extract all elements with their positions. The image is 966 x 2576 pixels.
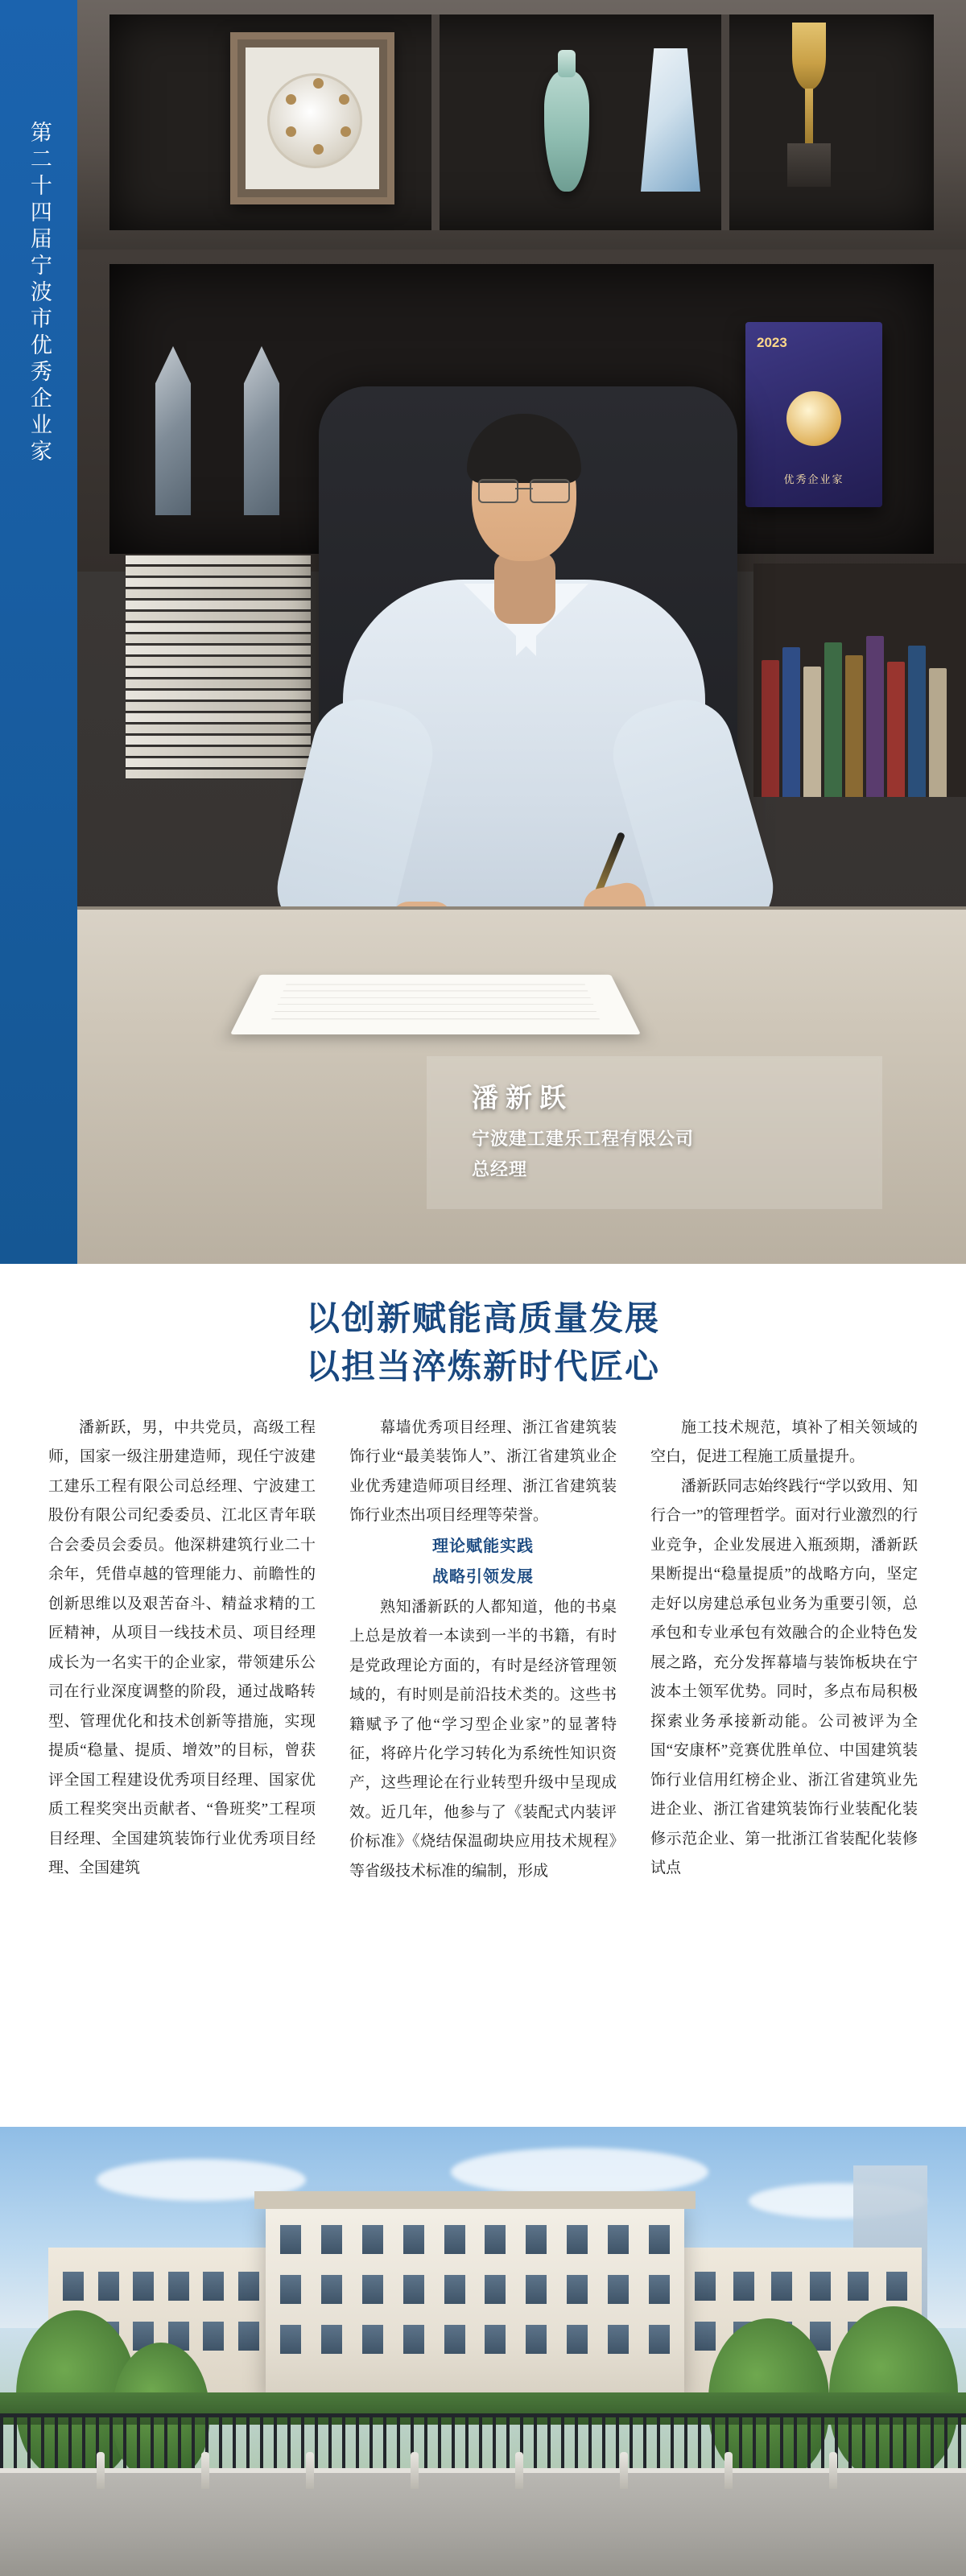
book-spine — [782, 647, 800, 797]
bollard — [411, 2452, 419, 2489]
window — [608, 2275, 629, 2304]
shelf-divider — [431, 14, 440, 230]
bollard — [515, 2452, 523, 2489]
upper-shelf-unit — [77, 0, 966, 258]
window-row — [280, 2225, 670, 2254]
portrait-subject — [343, 378, 705, 942]
window — [695, 2272, 716, 2301]
window — [608, 2225, 629, 2254]
cloud — [451, 2148, 708, 2196]
window — [362, 2275, 383, 2304]
document-sheet — [126, 623, 311, 632]
window — [848, 2272, 869, 2301]
headline-line-2: 以担当淬炼新时代匠心 — [305, 1347, 660, 1385]
window — [485, 2325, 506, 2354]
document-sheet — [126, 589, 311, 598]
plaque-caption: 优秀企业家 — [783, 473, 844, 485]
book-spine — [845, 655, 863, 797]
window — [526, 2325, 547, 2354]
award-plaque — [745, 322, 882, 507]
window — [567, 2325, 588, 2354]
main-building — [266, 2204, 684, 2396]
portrait-caption-panel — [427, 1056, 882, 1209]
window — [733, 2272, 754, 2301]
window — [203, 2272, 224, 2301]
plate-dot — [313, 144, 324, 155]
article-column-2 — [349, 1414, 617, 1886]
sidebar-banner — [0, 0, 77, 1264]
window — [133, 2272, 154, 2301]
paragraph: 潘新跃，男，中共党员，高级工程师，国家一级注册建造师，现任宁波建工建乐工程有限公司总经理、宁波建工股份有限公司纪委委员、江北区青年联合会委员会委员。他深耕建筑行业二十余年，凭借卓越的管理能力、前瞻性的创新思维以及艰苦奋斗、精益求精的工匠精神，从项目一线技术员、项目经理成长为一名实干的企业家，带领建乐公司在行业深度调整的阶段，通过战略转型、管理优化和技术创新等措施，实现提质“稳量、提质、增效”的目标，曾获评全国工程建设优秀项目经理、国家优质工程奖突出贡献者、“鲁班奖”工程项目经理、全国建筑装饰行业优秀项目经理、全国建筑 — [48, 1419, 316, 1877]
book-spine — [929, 668, 947, 797]
window — [362, 2325, 383, 2354]
window — [238, 2272, 259, 2301]
paragraph: 施工技术规范，填补了相关领域的空白，促进工程施工质量提升。 — [650, 1419, 918, 1466]
window — [321, 2325, 342, 2354]
bollard — [724, 2452, 733, 2489]
book-spine — [908, 646, 926, 797]
window-row — [280, 2275, 670, 2304]
document-stack — [126, 555, 311, 797]
lens-right — [530, 479, 570, 503]
window — [63, 2272, 84, 2301]
window — [280, 2225, 301, 2254]
plate-mat — [246, 47, 379, 189]
window — [403, 2275, 424, 2304]
document-sheet — [126, 555, 311, 564]
book-spine — [803, 667, 821, 797]
book-spine — [887, 662, 905, 797]
document-sheet — [126, 612, 311, 621]
document-sheet — [126, 736, 311, 745]
paragraph: 幕墙优秀项目经理、浙江省建筑装饰行业“最美装饰人”、浙江省建筑业企业优秀建造师项目经理、浙江省建筑装饰行业杰出项目经理等荣誉。 — [349, 1419, 617, 1525]
book-spine — [762, 660, 779, 797]
trophy-icon — [786, 23, 832, 192]
trophy-cup — [792, 23, 826, 90]
book-spine — [824, 642, 842, 797]
open-notebook — [230, 975, 641, 1034]
window — [98, 2272, 119, 2301]
bollard — [97, 2452, 105, 2489]
window — [649, 2325, 670, 2354]
window — [485, 2225, 506, 2254]
person-title: 总经理 — [472, 1159, 528, 1179]
article-column-3 — [650, 1414, 918, 1886]
lens-left — [478, 479, 518, 503]
window — [444, 2225, 465, 2254]
bookshelf — [753, 564, 966, 797]
document-sheet — [126, 713, 311, 722]
window — [444, 2275, 465, 2304]
window — [444, 2325, 465, 2354]
window — [567, 2275, 588, 2304]
window — [280, 2275, 301, 2304]
window — [526, 2225, 547, 2254]
notebook-lines — [270, 985, 602, 1025]
window-row — [695, 2272, 907, 2301]
paragraph: 潘新跃同志始终践行“学以致用、知行合一”的管理哲学。面对行业激烈的行业竞争，企业发展进入瓶颈期，潘新跃果断提出“稳量提质”的战略方向，坚定走好以房建总承包业务为重要引领，总承包和专业承包有效融合的企业特色发展之路，充分发挥幕墙与装饰板块在宁波本土领军优势。同时，多点布局积极探索业务承接新动能。公司被评为全国“安康杯”竞赛优胜单位、中国建筑装饰行业信用红榜企业、浙江省建筑业先进企业、浙江省建筑装饰行业装配化装修示范企业、第一批浙江省装配化装修试点 — [650, 1477, 918, 1877]
window — [321, 2225, 342, 2254]
window — [403, 2325, 424, 2354]
plate-dot — [313, 78, 324, 89]
window — [168, 2272, 189, 2301]
window — [886, 2272, 907, 2301]
document-sheet — [126, 634, 311, 643]
document-sheet — [126, 758, 311, 767]
window — [608, 2325, 629, 2354]
document-sheet — [126, 724, 311, 733]
window — [403, 2225, 424, 2254]
plate-dot — [286, 94, 296, 105]
window — [526, 2275, 547, 2304]
window-row — [63, 2272, 259, 2301]
neck — [494, 551, 555, 624]
section-subhead-line-2: 战略引领发展 — [432, 1568, 534, 1587]
bollard — [829, 2452, 837, 2489]
sidebar-vertical-title: 第二十四届宁波市优秀企业家 — [27, 121, 52, 466]
window — [203, 2322, 224, 2351]
paragraph: 熟知潘新跃的人都知道，他的书桌上总是放着一本读到一半的书籍，有时是党政理论方面的，有时是经济管理领域的，有时则是前沿技术类的。这些书籍赋予了他“学习型企业家”的显著特征，将碎片化学习转化为系统性知识资产，这些理论在行业转型升级中呈现成效。近几年，他参与了《装配式内装评价标准》《烧结保温砌块应用技术规程》等省级技术标准的编制，形成 — [349, 1598, 617, 1880]
window-row — [280, 2325, 670, 2354]
shelf-divider — [721, 14, 729, 230]
window — [485, 2275, 506, 2304]
headline-line-1: 以创新赋能高质量发展 — [305, 1299, 660, 1337]
hero-portrait-photo — [77, 0, 966, 1264]
window — [695, 2322, 716, 2351]
window — [810, 2272, 831, 2301]
article-section — [0, 1264, 966, 2127]
window — [567, 2225, 588, 2254]
person-name: 潘新跃 — [472, 1083, 573, 1113]
road — [0, 2473, 966, 2576]
window — [238, 2322, 259, 2351]
document-sheet — [126, 770, 311, 778]
document-sheet — [126, 601, 311, 609]
decorative-plate-frame — [230, 32, 394, 204]
window — [649, 2225, 670, 2254]
plate-dot — [286, 126, 296, 137]
window — [649, 2275, 670, 2304]
document-sheet — [126, 691, 311, 700]
book-spine — [866, 636, 884, 797]
document-sheet — [126, 646, 311, 654]
plate-dot — [339, 94, 349, 105]
section-subhead-line-1: 理论赋能实践 — [432, 1537, 534, 1555]
article-headline — [0, 1294, 966, 1390]
window — [321, 2275, 342, 2304]
bollard — [306, 2452, 314, 2489]
document-sheet — [126, 567, 311, 576]
window — [362, 2225, 383, 2254]
bollard — [620, 2452, 628, 2489]
roofline — [254, 2191, 696, 2209]
document-sheet — [126, 679, 311, 688]
document-sheet — [126, 702, 311, 711]
trophy-stem — [805, 89, 813, 145]
document-sheet — [126, 668, 311, 677]
document-sheet — [126, 657, 311, 666]
window — [771, 2272, 792, 2301]
glasses-icon — [478, 479, 570, 500]
window — [280, 2325, 301, 2354]
plaque-year: 2023 — [757, 335, 787, 350]
hair — [467, 414, 581, 483]
plate-dot — [341, 126, 351, 137]
document-sheet — [126, 578, 311, 587]
article-column-1 — [48, 1414, 316, 1886]
document-sheet — [126, 747, 311, 756]
bollard — [201, 2452, 209, 2489]
trophy-base — [787, 143, 831, 187]
article-columns — [48, 1414, 918, 1886]
person-company: 宁波建工建乐工程有限公司 — [472, 1129, 695, 1149]
plaque-medal-icon — [786, 391, 841, 446]
building-photo — [0, 2127, 966, 2576]
